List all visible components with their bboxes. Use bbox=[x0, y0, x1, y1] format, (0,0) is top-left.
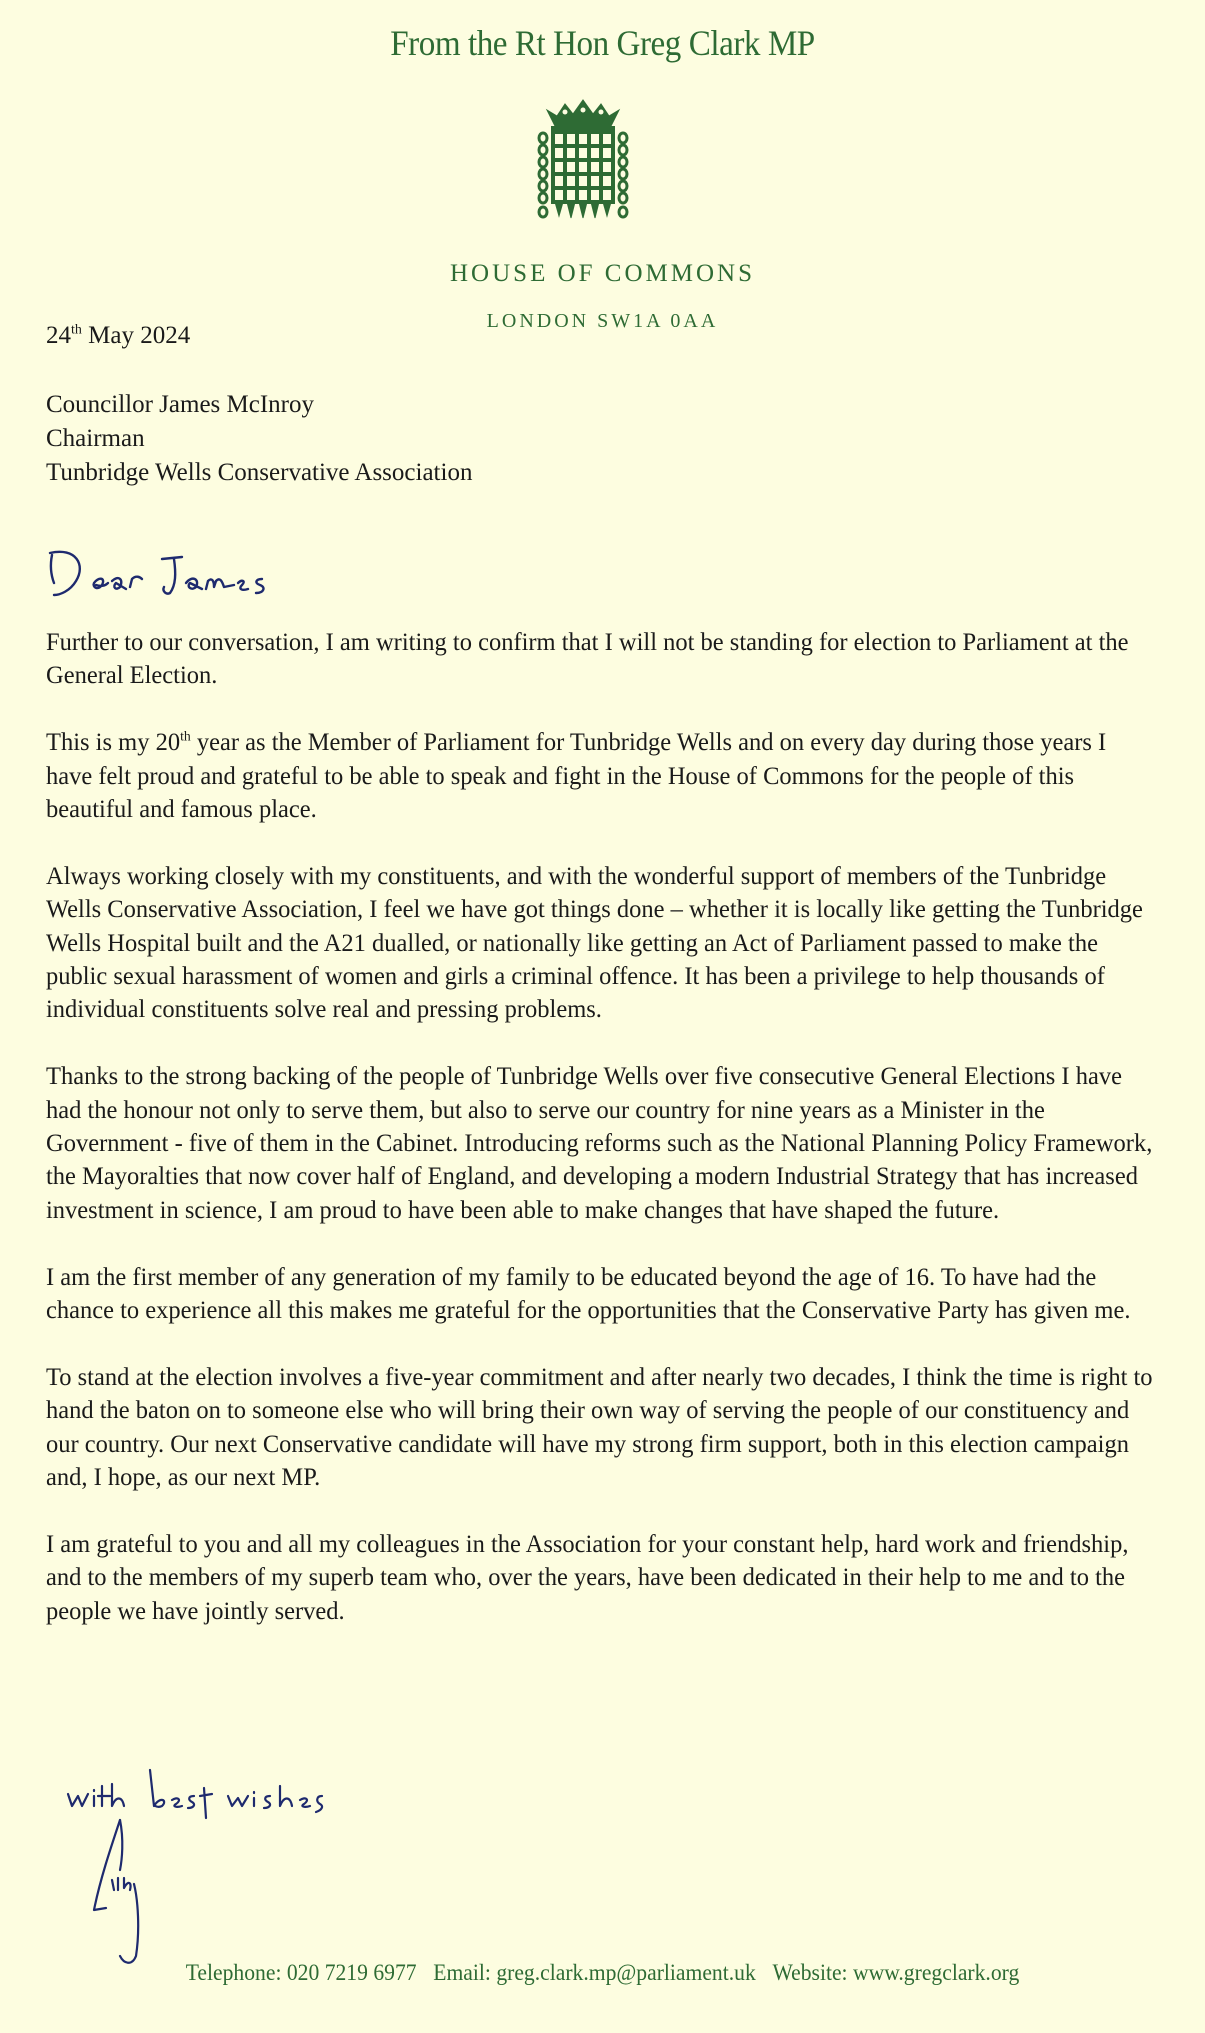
letterhead-address: LONDON SW1A 0AA bbox=[486, 310, 719, 332]
addressee-name: Councillor James McInroy bbox=[46, 391, 315, 418]
addressee-title: Chairman bbox=[46, 425, 145, 452]
handwritten-closing-and-signature bbox=[60, 1760, 440, 1980]
body-text-fragment: This is my 20 bbox=[46, 729, 181, 757]
house-of-commons-heading: HOUSE OF COMMONS bbox=[450, 260, 755, 287]
body-paragraph: Further to our conversation, I am writing to confirm that I will not be standing for election to Parliament at the General Election. bbox=[46, 629, 1129, 690]
date-suffix: th bbox=[71, 322, 82, 338]
letter-body bbox=[46, 626, 1153, 1661]
body-paragraph: I am grateful to you and all my colleagues in the Association for your constant help, hard work and friendship, and to the members of my superb team who, over the years, have been dedicated in their help to me and to the people we have jointly served. bbox=[46, 1530, 1129, 1625]
addressee-organisation: Tunbridge Wells Conservative Association bbox=[46, 459, 473, 486]
letter-footer bbox=[36, 1960, 1169, 1986]
body-paragraph: Always working closely with my constituents, and with the wonderful support of members of the Tunbridge Wells Conservative Association, I feel we have got things done – whether it is locally like getting the Tunbridge Wells Hospital built and the A21 dualled, or nationally like getting an Act of Parliament passed to make the public sexual harassment of women and girls a criminal offence. It has been a privilege to help thousands of individual constituents solve real and pressing problems. bbox=[46, 862, 1143, 1024]
footer-telephone: Telephone: 020 7219 6977 bbox=[185, 1960, 417, 1985]
portcullis-icon bbox=[533, 98, 633, 223]
ordinal-suffix: th bbox=[180, 729, 191, 745]
body-paragraph: Thanks to the strong backing of the people of Tunbridge Wells over five consecutive General Elections I have had the honour not only to serve them, but also to serve our country for nine years as a Minister in the Government - five of them in the Cabinet. Introducing reforms such as the National Planning Policy Framework, the Mayoralties that now cover half of England, and developing a modern Industrial Strategy that has increased investment in science, I am proud to have been able to make changes that have shaped the future. bbox=[46, 1063, 1153, 1224]
letterhead-title: From the Rt Hon Greg Clark MP bbox=[390, 23, 815, 63]
addressee-block bbox=[46, 388, 472, 490]
body-paragraph bbox=[46, 726, 1153, 826]
date-day: 24 bbox=[46, 322, 71, 349]
footer-website[interactable]: Website: www.gregclark.org bbox=[772, 1960, 1020, 1985]
letter-date bbox=[46, 322, 190, 350]
body-text-fragment: year as the Member of Parliament for Tunbridge Wells and on every day during those years I have felt proud and grateful to be able to speak and fight in the House of Commons for the people of this beautiful and famous place. bbox=[46, 729, 1107, 824]
body-paragraph: I am the first member of any generation of my family to be educated beyond the age of 16. To have had the chance to experience all this makes me grateful for the opportunities that the Conservative Party has given me. bbox=[46, 1263, 1131, 1325]
handwritten-salutation bbox=[46, 545, 286, 605]
date-month-year: May 2024 bbox=[81, 322, 191, 349]
body-paragraph: To stand at the election involves a five-year commitment and after nearly two decades, I think the time is right to hand the baton on to someone else who will bring their own way of serving the people of our constituency and our country. Our next Conservative candidate will have my strong firm support, both in this election campaign and, I hope, as our next MP. bbox=[46, 1363, 1153, 1492]
footer-email[interactable]: Email: greg.clark.mp@parliament.uk bbox=[433, 1960, 756, 1985]
